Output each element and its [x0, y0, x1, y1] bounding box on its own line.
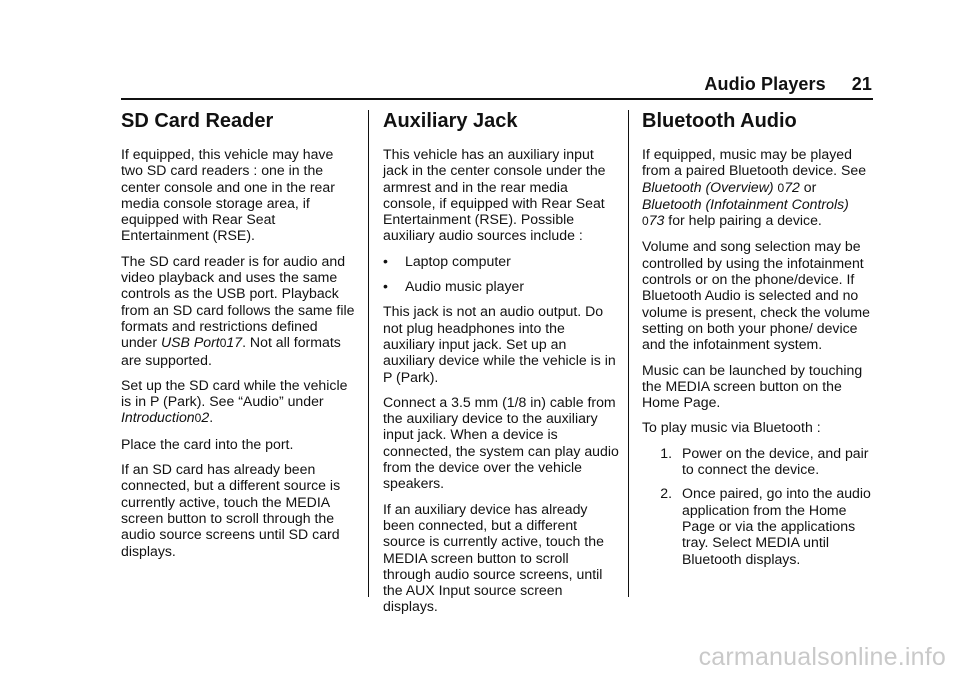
- bluetooth-audio-column: [642, 110, 878, 575]
- bluetooth-overview-link[interactable]: Bluetooth (Overview): [642, 178, 774, 195]
- column-divider: [628, 110, 629, 597]
- list-item: 2. Once paired, go into the audio application from the Home Page or via the applications tray. Select MEDIA until Bluetooth displays.: [660, 485, 871, 567]
- aux-paragraph-2: This jack is not an audio output. Do not plug headphones into the auxiliary input jack. Set up an auxiliary device while the vehicle is in P (Park).: [383, 303, 616, 385]
- bt-paragraph-2: Volume and song selection may be controlled by using the infotainment controls or on the phone/device. If Bluetooth Audio is selected and no volume is present, check the volume setting on both your phone/ device and the infotainment system.: [642, 238, 870, 353]
- aux-paragraph-3: Connect a 3.5 mm (1/8 in) cable from the auxiliary device to the auxiliary input jack. When a device is connected, the system can play audio from the device over the vehicle speakers.: [383, 393, 619, 492]
- section-title: Audio Players: [704, 74, 826, 94]
- list-item: 1. Power on the device, and pair to connect the device.: [660, 444, 869, 478]
- page-ref-2[interactable]: 2: [201, 409, 210, 426]
- sd-paragraph-4: Place the card into the port.: [121, 435, 294, 452]
- page-ref-symbol: 0: [194, 411, 202, 426]
- sd-card-reader-column: [121, 110, 357, 568]
- bt-paragraph-4: To play music via Bluetooth :: [642, 419, 821, 436]
- sd-paragraph-5: If an SD card has already been connected, but a different source is currently active, touch the MEDIA screen button to scroll through the audio source screens until SD card displays.: [121, 461, 341, 559]
- page-ref-symbol: 0: [219, 336, 227, 351]
- bluetooth-infotainment-controls-link[interactable]: Bluetooth (Infotainment Controls): [642, 195, 849, 212]
- header-rule: [121, 98, 873, 100]
- introduction-link[interactable]: Introduction: [121, 409, 195, 426]
- page-ref-symbol: 0: [642, 214, 649, 229]
- bullet-icon: •: [383, 278, 388, 295]
- sd-card-reader-heading: SD Card Reader: [121, 110, 274, 132]
- usb-port-link[interactable]: USB Port: [160, 334, 220, 351]
- sd-paragraph-2: The SD card reader is for audio and video playback and uses the same controls as the USB port. Playback from an SD card follows the same file formats and restrictions defined under USB Port017. Not all formats are supported.: [121, 252, 355, 368]
- page-ref-72[interactable]: 72: [784, 178, 800, 195]
- page-header: [704, 74, 872, 95]
- page-ref-73[interactable]: 73: [648, 212, 665, 229]
- watermark: carmanualsonline.info: [698, 643, 946, 671]
- list-item: • Audio music player: [383, 278, 525, 295]
- auxiliary-jack-column: [383, 110, 619, 624]
- bluetooth-audio-heading: Bluetooth Audio: [642, 110, 797, 132]
- column-divider: [368, 110, 369, 597]
- list-item: • Laptop computer: [383, 252, 511, 269]
- auxiliary-jack-heading: Auxiliary Jack: [383, 110, 518, 132]
- page-ref-symbol: 0: [777, 180, 785, 195]
- bt-paragraph-1: If equipped, music may be played from a paired Bluetooth device. See Bluetooth (Overview) 072 or Bluetooth (Infotainment Controls) 073 for help pairing a device.: [642, 146, 867, 229]
- sd-paragraph-1: If equipped, this vehicle may have two SD card readers : one in the center console and one in the rear media console storage area, if equipped with Rear Seat Entertainment (RSE).: [121, 146, 335, 244]
- page-ref-17[interactable]: 17: [226, 334, 243, 351]
- aux-paragraph-4: If an auxiliary device has already been connected, but a different source is currently active, touch the MEDIA screen button to scroll through audio source screens, until the AUX Input source screen displays.: [383, 500, 604, 615]
- aux-paragraph-1: This vehicle has an auxiliary input jack in the center console under the armrest and in the rear media console, if equipped with Rear Seat Entertainment (RSE). Possible auxiliary audio sources include :: [383, 146, 606, 244]
- bt-paragraph-3: Music can be launched by touching the MEDIA screen button on the Home Page.: [642, 361, 863, 411]
- bullet-icon: •: [383, 252, 388, 269]
- sd-paragraph-3: Set up the SD card while the vehicle is in P (Park). See “Audio” under Introduction02.: [121, 376, 348, 426]
- page-number: 21: [851, 74, 872, 94]
